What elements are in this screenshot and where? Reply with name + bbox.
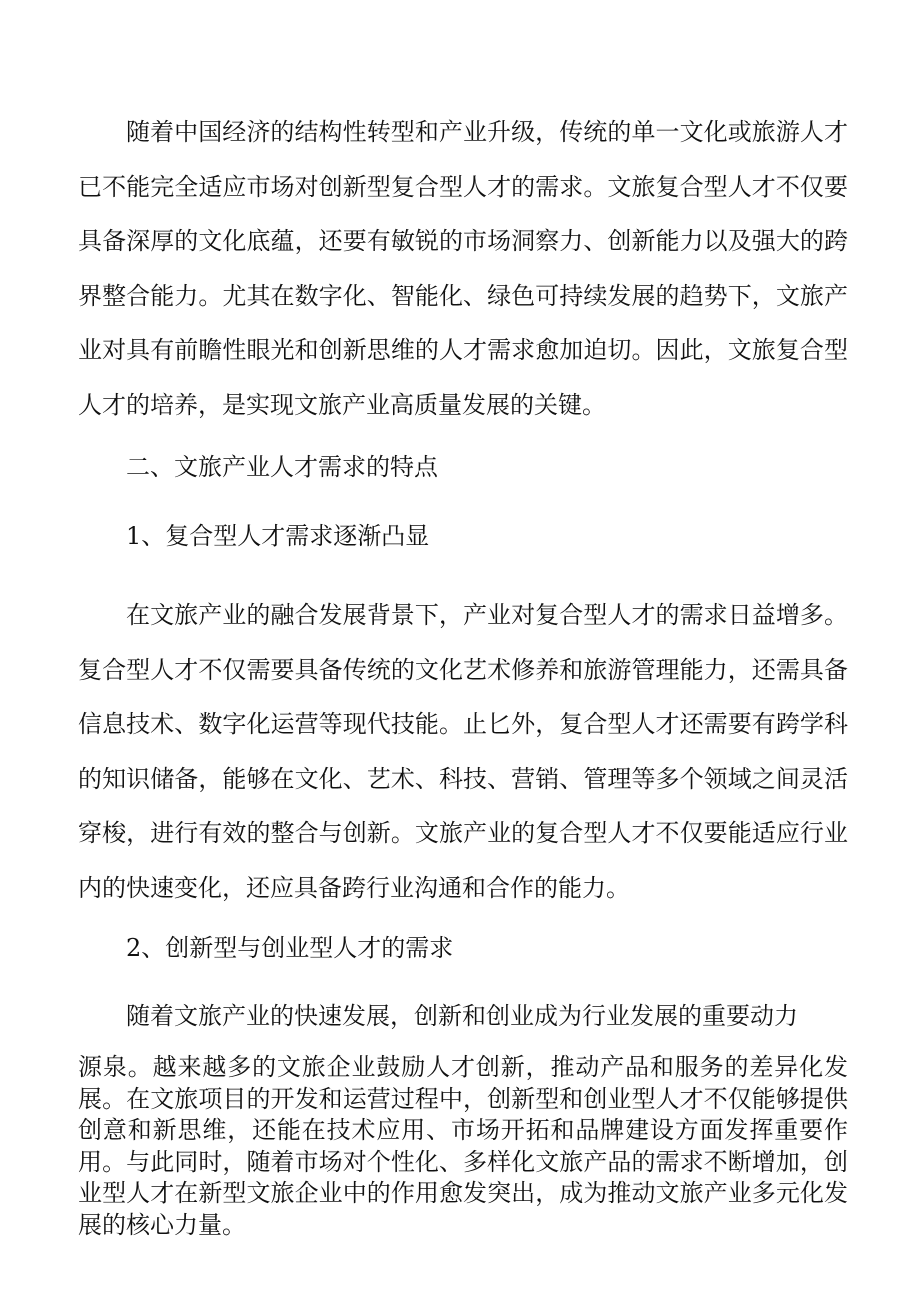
paragraph-compound-talent: 在文旅产业的融合发展背景下，产业对复合型人才的需求日益增多。复合型人才不仅需要具备传统的文化艺术修养和旅游管理能力，还需具备信息技术、数字化运营等现代技能。止匕外，复合型人才还需要有跨学科的知识储备，能够在文化、艺术、科技、营销、管理等多个领域之间灵活穿梭，进行有效的整合与创新。文旅产业的复合型人才不仅要能适应行业内的快速变化，还应具备跨行业沟通和合作的能力。 <box>78 601 848 902</box>
paragraph-intro: 随着中国经济的结构性转型和产业升级，传统的单一文化或旅游人才已不能完全适应市场对创新型复合型人才的需求。文旅复合型人才不仅要具备深厚的文化底蕴，还要有敏锐的市场洞察力、创新能力以及强大的跨界整合能力。尤其在数字化、智能化、绿色可持续发展的趋势下，文旅产业对具有前瞻性眼光和创新思维的人才需求愈加迫切。因此，文旅复合型人才的培养，是实现文旅产业高质量发展的关键。 <box>78 118 848 419</box>
paragraph-innovative-first-line: 随着文旅产业的快速发展，创新和创业成为行业发展的重要动力 <box>126 1002 798 1030</box>
section-heading: 二、文旅产业人才需求的特点 <box>126 453 438 481</box>
subheading-innovative-talent: 2、创新型与创业型人才的需求 <box>126 934 454 962</box>
paragraph-innovative-body: 源泉。越来越多的文旅企业鼓励人才创新，推动产品和服务的差异化发展。在文旅项目的开发和运营过程中，创新型和创业型人才不仅能够提供创意和新思维，还能在技术应用、市场开拓和品牌建设方面发挥重要作用。与此同时，随着市场对个性化、多样化文旅产品的需求不断增加，创业型人才在新型文旅企业中的作用愈发突出，成为推动文旅产业多元化发展的核心力量。 <box>78 1053 848 1239</box>
subheading-compound-talent: 1、复合型人才需求逐渐凸显 <box>126 522 430 550</box>
